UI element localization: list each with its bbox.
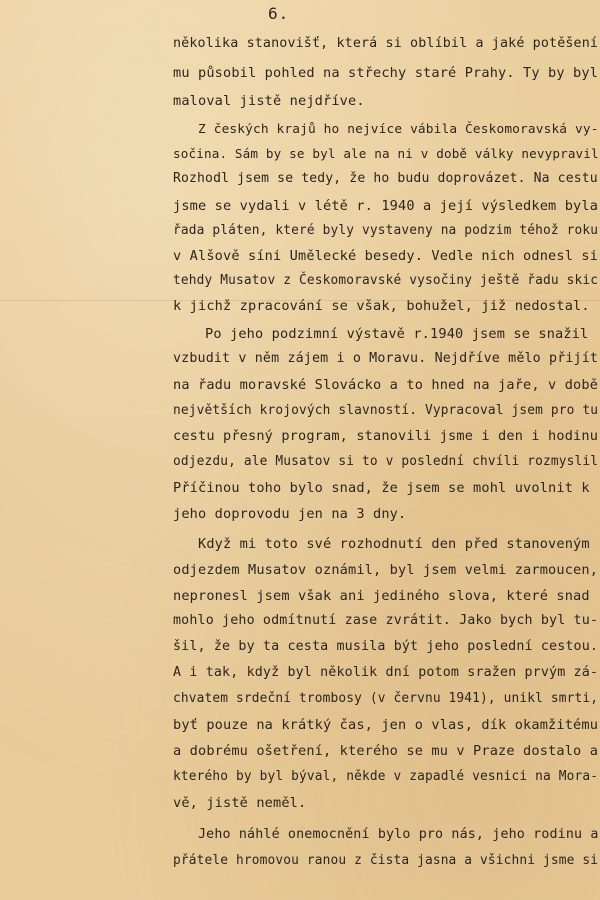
text-line: přátele hromovou ranou z čista jasna a všichni jsme si (173, 853, 599, 868)
text-line: vzbudit v něm zájem i o Moravu. Nejdříve mělo přijít (173, 351, 599, 366)
paragraph-start-line: Jeho náhlé onemocnění bylo pro nás, jeho rodinu a (198, 827, 599, 842)
text-line: sočina. Sám by se byl ale na ni v době války nevypravil (173, 146, 599, 161)
text-line: jeho doprovodu jen na 3 dny. (173, 506, 407, 522)
text-line: odjezdu, ale Musatov si to v poslední chvíli rozmyslil (173, 454, 599, 469)
text-line: nepronesl jsem však ani jediného slova, které snad (173, 588, 590, 604)
paragraph-start-line: Z českých krajů ho nejvíce vábila Českomoravská vy- (198, 122, 599, 137)
text-line: mohlo jeho odmítnutí zase zvrátit. Jako bych byl tu- (173, 613, 599, 628)
text-line: byť pouze na krátký čas, jen o vlas, dík okamžitému (173, 717, 599, 733)
paragraph-start-line: Když mi toto své rozhodnutí den před stanoveným (198, 536, 590, 552)
text-line: několika stanovišť, která si oblíbil a jaké potěšení (173, 36, 599, 51)
text-line: k jichž zpracování se však, bohužel, již nedostal. (173, 298, 590, 314)
text-line: jsme se vydali v létě r. 1940 a její výsledkem byla (173, 198, 599, 214)
text-line: cestu přesný program, stanovili jsme i den i hodinu (173, 428, 599, 444)
text-line: šil, že by ta cesta musila být jeho poslední cestou. (173, 639, 599, 654)
text-line: na řadu moravské Slovácko a to hned na jaře, v době (173, 377, 599, 393)
text-line: vě, jistě neměl. (173, 795, 307, 811)
text-line: maloval jistě nejdříve. (173, 93, 365, 109)
text-line: tehdy Musatov z Českomoravské vysočiny ještě řadu skic (173, 273, 599, 288)
text-line: chvatem srdeční trombosy (v červnu 1941), unikl smrti, (173, 691, 599, 706)
text-line: odjezdem Musatov oznámil, byl jsem velmi zarmoucen, (173, 562, 599, 578)
paragraph-start-line: Po jeho podzimní výstavě r.1940 jsem se snažil (205, 326, 589, 342)
text-line: mu působil pohled na střechy staré Prahy. Ty by byl (173, 65, 599, 81)
text-line: A i tak, když byl několik dní potom sražen prvým zá- (173, 665, 599, 680)
text-line: největších krojových slavností. Vypracoval jsem pro tu (173, 403, 599, 418)
text-line: v Alšově síni Umělecké besedy. Vedle nich odnesl si (173, 248, 599, 264)
page-number: 6. (268, 4, 290, 23)
text-line: a dobrému ošetření, kterého se mu v Praze dostalo a (173, 743, 599, 759)
text-line: kterého by byl býval, někde v zapadlé vesnici na Mora- (173, 769, 599, 784)
text-line: Rozhodl jsem se tedy, že ho budu doprovázet. Na cestu (173, 171, 598, 186)
text-line: řada pláten, které byly vystaveny na podzim téhož roku (173, 223, 599, 238)
text-line: Příčinou toho bylo snad, že jsem se mohl uvolnit k (173, 480, 590, 496)
